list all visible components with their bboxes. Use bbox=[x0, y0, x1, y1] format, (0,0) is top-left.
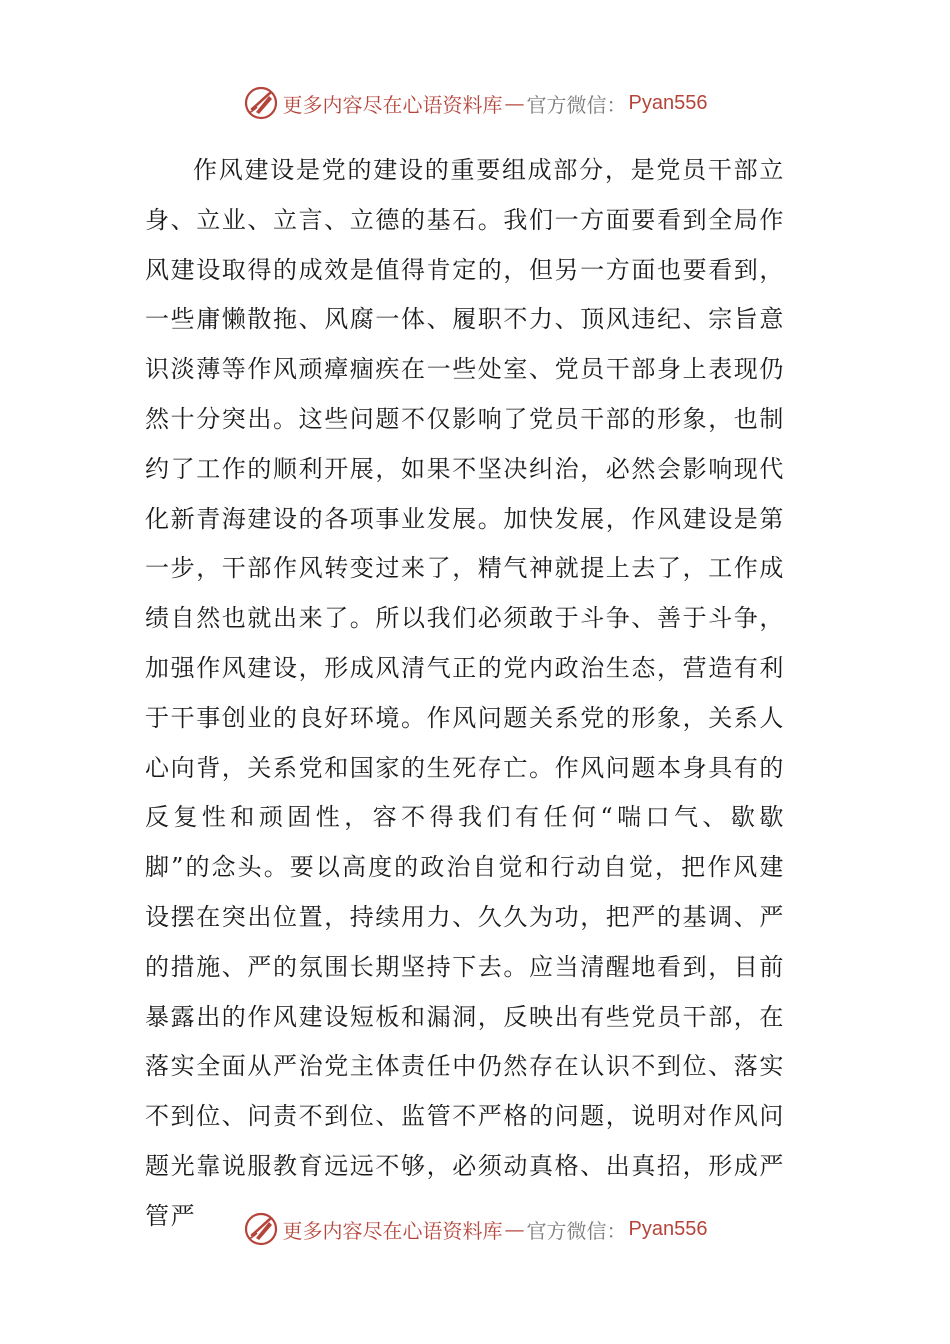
header-banner-text bbox=[283, 89, 708, 118]
footer-wechat-label: 官方微信： bbox=[526, 1218, 627, 1243]
pen-nib-logo-icon bbox=[243, 85, 279, 121]
footer-separator: — bbox=[504, 1217, 525, 1241]
header-wechat-label: 官方微信： bbox=[526, 92, 627, 117]
header-wechat-id: Pyan556 bbox=[628, 91, 708, 114]
header-brand: 更多内容尽在心语资料库 bbox=[282, 92, 503, 117]
body-paragraph: 作风建设是党的建设的重要组成部分，是党员干部立身、立业、立言、立德的基石。我们一方面要看到全局作风建设取得的成效是值得肯定的，但另一方面也要看到，一些庸懒散拖、风腐一体、履职不力、顶风违纪、宗旨意识淡薄等作风顽瘴痼疾在一些处室、党员干部身上表现仍然十分突出。这些问题不仅影响了党员干部的形象，也制约了工作的顺利开展，如果不坚决纠治，必然会影响现代化新青海建设的各项事业发展。加快发展，作风建设是第一步，干部作风转变过来了，精气神就提上去了，工作成绩自然也就出来了。所以我们必须敢于斗争、善于斗争，加强作风建设，形成风清气正的党内政治生态，营造有利于干事创业的良好环境。作风问题关系党的形象，关系人心向背，关系党和国家的生死存亡。作风问题本身具有的反复性和顽固性，容不得我们有任何“喘口气、歇歇脚”的念头。要以高度的政治自觉和行动自觉，把作风建设摆在突出位置，持续用力、久久为功，把严的基调、严的措施、严的氛围长期坚持下去。应当清醒地看到，目前暴露出的作风建设短板和漏洞，反映出有些党员干部，在落实全面从严治党主体责任中仍然存在认识不到位、落实不到位、问责不到位、监管不严格的问题，说明对作风问题光靠说服教育远远不够，必须动真格、出真招，形成严管严 bbox=[145, 156, 785, 1230]
footer-banner-text bbox=[283, 1215, 708, 1244]
footer-banner bbox=[0, 1207, 950, 1251]
footer-wechat-id: Pyan556 bbox=[628, 1217, 708, 1240]
footer-brand: 更多内容尽在心语资料库 bbox=[282, 1218, 503, 1243]
pen-nib-logo-icon bbox=[243, 1211, 279, 1247]
header-separator: — bbox=[504, 91, 525, 115]
header-banner bbox=[0, 81, 950, 125]
